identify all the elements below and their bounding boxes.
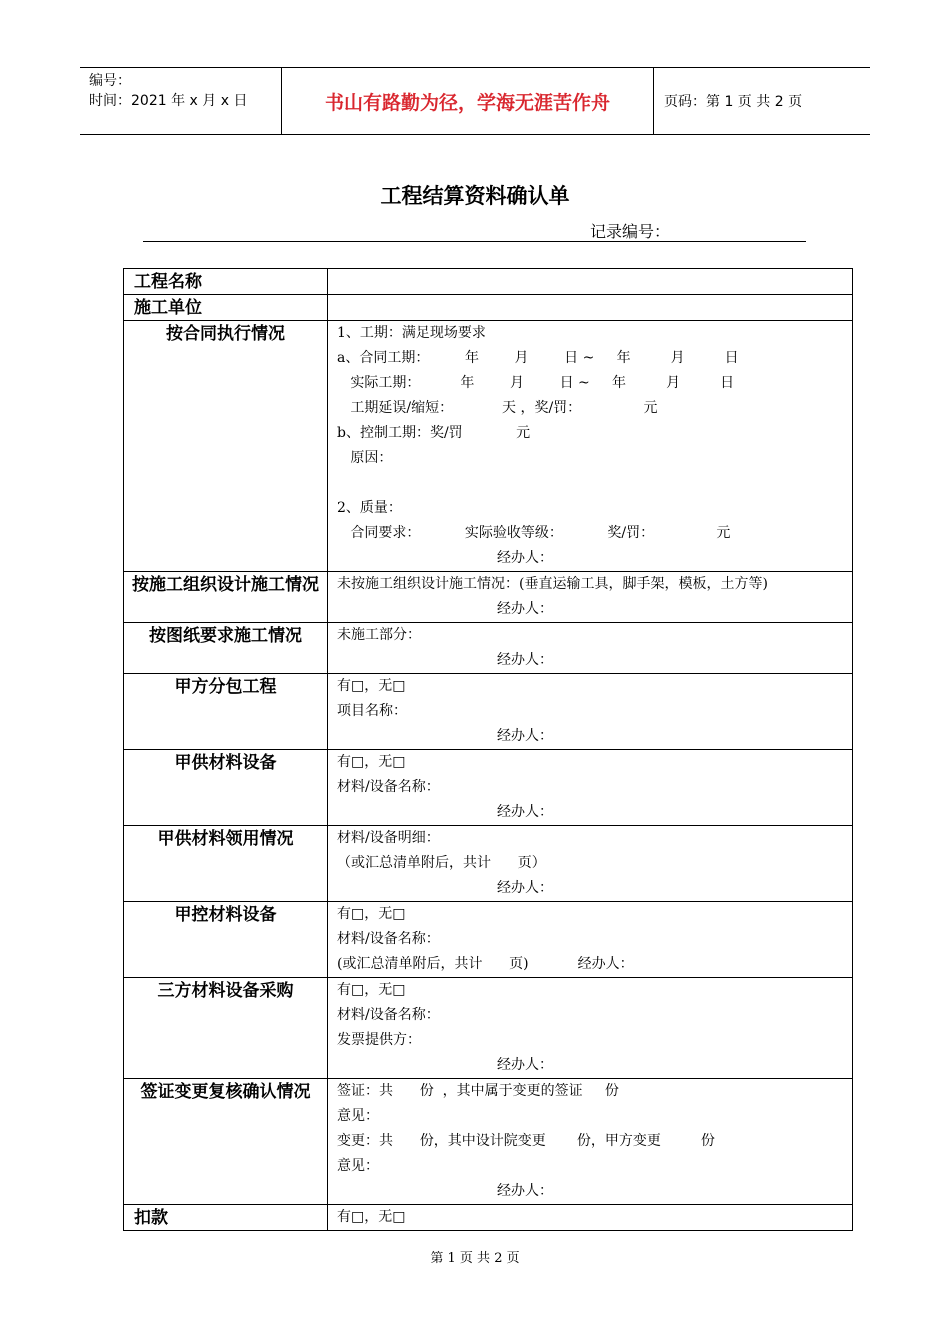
field-line: 实际工期： 年 月 日 ~ 年 月 日 bbox=[337, 375, 735, 391]
label-subcontract: 甲方分包工程 bbox=[124, 674, 328, 750]
header-page: 页码：第 1 页 共 2 页 bbox=[664, 94, 803, 110]
value-project-name[interactable] bbox=[328, 269, 853, 295]
field-line: 1、工期：满足现场要求 bbox=[337, 325, 486, 341]
row-subcontract bbox=[124, 674, 853, 750]
label-controlled: 甲控材料设备 bbox=[124, 902, 328, 978]
value-controlled[interactable] bbox=[328, 902, 853, 978]
row-usage bbox=[124, 826, 853, 902]
label-design: 按施工组织设计施工情况 bbox=[124, 572, 328, 623]
field-line: 变更：共 份，其中设计院变更 份，甲方变更 份 bbox=[337, 1133, 715, 1149]
record-underline bbox=[143, 241, 806, 242]
label-construction-unit: 施工单位 bbox=[124, 295, 328, 321]
label-deduction: 扣款 bbox=[124, 1205, 328, 1231]
row-controlled bbox=[124, 902, 853, 978]
field-line: 未施工部分： bbox=[337, 627, 421, 643]
document-title: 工程结算资料确认单 bbox=[380, 184, 570, 208]
field-line: 未按施工组织设计施工情况：(垂直运输工具，脚手架，模板，土方等) bbox=[337, 576, 768, 592]
field-line: 有□，无□ bbox=[337, 678, 406, 694]
field-line: 有□，无□ bbox=[337, 906, 406, 922]
field-line: 发票提供方： bbox=[337, 1032, 421, 1048]
row-deduction bbox=[124, 1205, 853, 1231]
page-footer: 第 1 页 共 2 页 bbox=[430, 1251, 520, 1266]
value-supplied[interactable] bbox=[328, 750, 853, 826]
row-tripartite bbox=[124, 978, 853, 1079]
field-line: 意见： bbox=[337, 1108, 379, 1124]
field-line: 2、质量： bbox=[337, 500, 402, 516]
handler-signature-label: 经办人： bbox=[497, 804, 553, 820]
value-drawing[interactable] bbox=[328, 623, 853, 674]
field-line: 材料/设备明细： bbox=[337, 830, 440, 846]
header-time: 时间：2021 年 x 月 x 日 bbox=[89, 93, 248, 109]
label-visa: 签证变更复核确认情况 bbox=[124, 1079, 328, 1205]
row-supplied bbox=[124, 750, 853, 826]
row-construction-unit bbox=[124, 295, 853, 321]
handler-signature-label: 经办人： bbox=[497, 652, 553, 668]
field-line: 有□，无□ bbox=[337, 982, 406, 998]
field-line: 有□，无□ bbox=[337, 754, 406, 770]
row-drawing bbox=[124, 623, 853, 674]
header-motto: 书山有路勤为径，学海无涯苦作舟 bbox=[282, 68, 654, 134]
settlement-form bbox=[123, 268, 853, 1231]
record-number-label: 记录编号： bbox=[590, 222, 671, 241]
value-visa[interactable] bbox=[328, 1079, 853, 1205]
field-line bbox=[337, 295, 852, 320]
label-tripartite: 三方材料设备采购 bbox=[124, 978, 328, 1079]
value-usage[interactable] bbox=[328, 826, 853, 902]
field-line: 合同要求： 实际验收等级： 奖/罚： 元 bbox=[337, 525, 731, 541]
value-contract[interactable] bbox=[328, 321, 853, 572]
handler-signature-label: 经办人： bbox=[497, 728, 553, 744]
row-contract bbox=[124, 321, 853, 572]
value-deduction[interactable] bbox=[328, 1205, 853, 1231]
label-contract: 按合同执行情况 bbox=[124, 321, 328, 572]
field-line: （或汇总清单附后，共计 页） bbox=[337, 855, 546, 871]
handler-signature-label: 经办人： bbox=[497, 880, 553, 896]
row-design bbox=[124, 572, 853, 623]
value-construction-unit[interactable] bbox=[328, 295, 853, 321]
row-visa bbox=[124, 1079, 853, 1205]
field-line: b、控制工期：奖/罚 元 bbox=[337, 425, 531, 441]
field-line bbox=[337, 471, 852, 496]
field-line: 意见： bbox=[337, 1158, 379, 1174]
field-line: 签证：共 份 ，其中属于变更的签证 份 bbox=[337, 1083, 619, 1099]
field-line: (或汇总清单附后，共计 页) 经办人： bbox=[337, 956, 634, 972]
field-line: 材料/设备名称： bbox=[337, 931, 440, 947]
handler-signature-label: 经办人： bbox=[497, 550, 553, 566]
handler-signature-label: 经办人： bbox=[497, 601, 553, 617]
handler-signature-label: 经办人： bbox=[497, 1057, 553, 1073]
handler-signature-label: 经办人： bbox=[497, 1183, 553, 1199]
label-usage: 甲供材料领用情况 bbox=[124, 826, 328, 902]
header-number: 编号： bbox=[89, 73, 131, 89]
field-line bbox=[337, 269, 852, 294]
row-project-name bbox=[124, 269, 853, 295]
label-project-name: 工程名称 bbox=[124, 269, 328, 295]
header-meta bbox=[80, 68, 282, 134]
field-line: a、合同工期： 年 月 日 ~ 年 月 日 bbox=[337, 350, 739, 366]
field-line: 材料/设备名称： bbox=[337, 1007, 440, 1023]
field-line: 材料/设备名称： bbox=[337, 779, 440, 795]
value-tripartite[interactable] bbox=[328, 978, 853, 1079]
label-drawing: 按图纸要求施工情况 bbox=[124, 623, 328, 674]
value-design[interactable] bbox=[328, 572, 853, 623]
value-subcontract[interactable] bbox=[328, 674, 853, 750]
field-line: 有□，无□ bbox=[337, 1209, 406, 1225]
label-supplied: 甲供材料设备 bbox=[124, 750, 328, 826]
field-line: 原因： bbox=[337, 450, 393, 466]
field-line: 工期延误/缩短： 天 ，奖/罚： 元 bbox=[337, 400, 658, 416]
field-line: 项目名称： bbox=[337, 703, 407, 719]
page-header bbox=[80, 67, 870, 135]
